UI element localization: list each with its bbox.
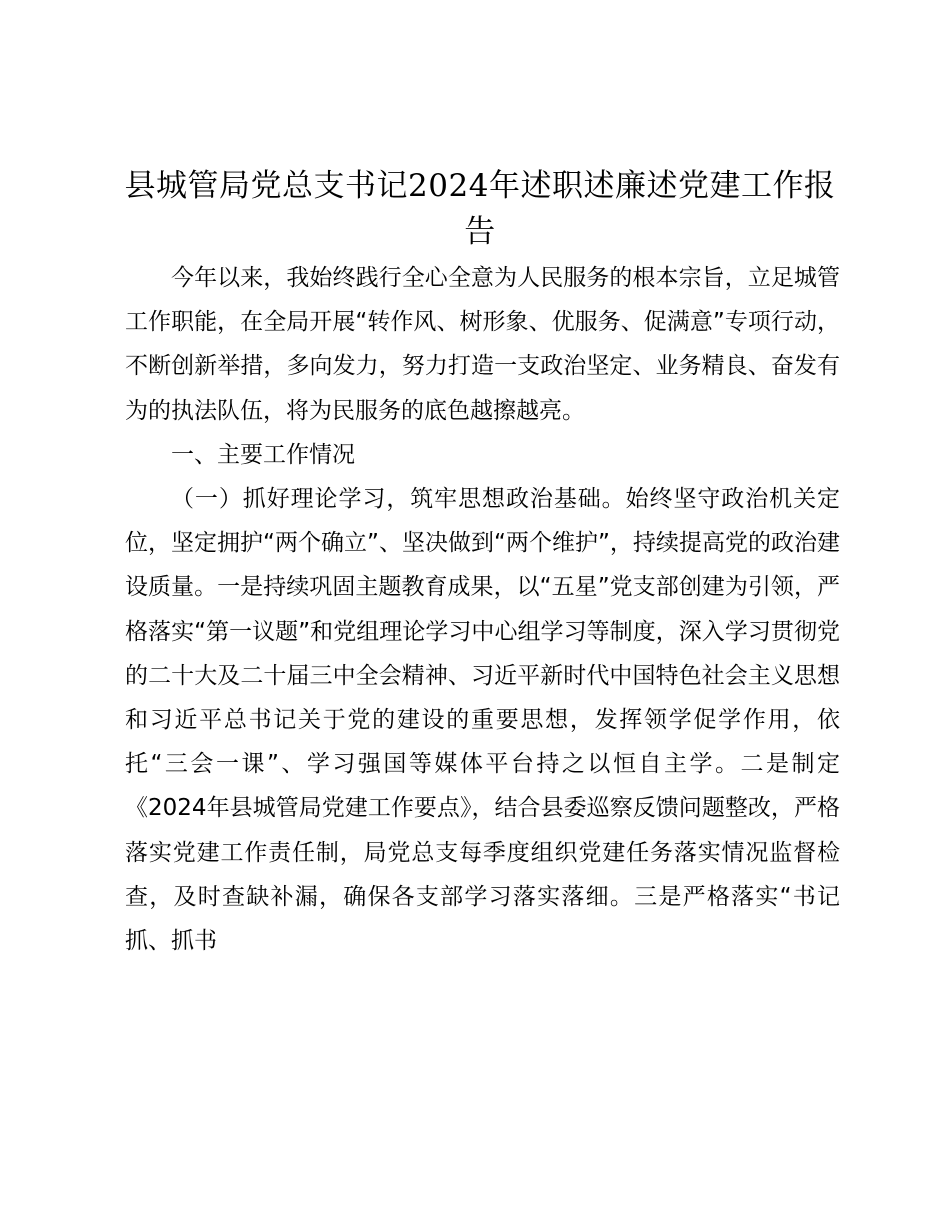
document-body: [125, 256, 840, 963]
document-title: 县城管局党总支书记2024年述职述廉述党建工作报告: [124, 168, 836, 250]
paragraph-intro: 今年以来，我始终践行全心全意为人民服务的根本宗旨，立足城管工作职能，在全局开展“转作风、树形象、优服务、促满意”专项行动，不断创新举措，多向发力，努力打造一支政治坚定、业务精良、奋发有为的执法队伍，将为民服务的底色越擦越亮。: [125, 265, 840, 424]
section-heading: 一、主要工作情况: [171, 441, 355, 468]
paragraph-theory-study: （一）抓好理论学习，筑牢思想政治基础。始终坚守政治机关定位，坚定拥护“两个确立”、坚决做到“两个维护”，持续提高党的政治建设质量。一是持续巩固主题教育成果，以“五星”党支部创建为引领，严格落实“第一议题”和党组理论学习中心组学习等制度，深入学习贯彻党的二十大及二十届三中全会精神、习近平新时代中国特色社会主义思想和习近平总书记关于党的建设的重要思想，发挥领学促学作用，依托“三会一课”、学习强国等媒体平台持之以恒自主学。二是制定《2024年县城管局党建工作要点》，结合县委巡察反馈问题整改，严格落实党建工作责任制，局党总支每季度组织党建任务落实情况监督检查，及时查缺补漏，确保各支部学习落实落细。三是严格落实“书记抓、抓书: [125, 486, 840, 955]
